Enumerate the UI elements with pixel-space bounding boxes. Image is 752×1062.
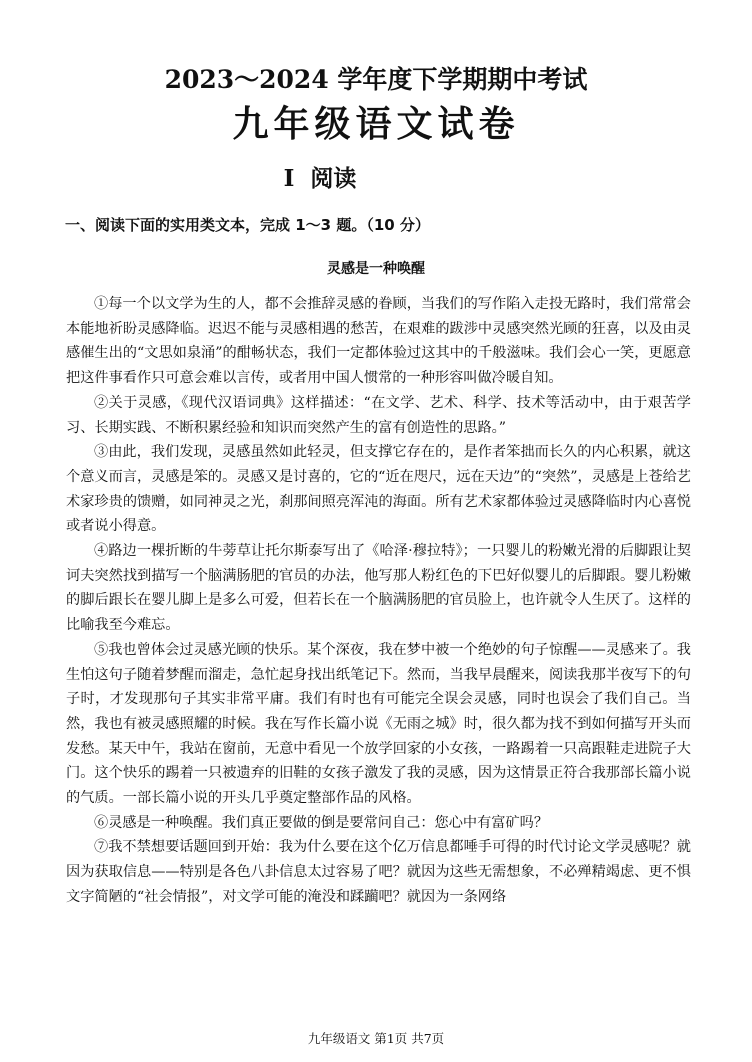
section-name: 阅读 — [310, 165, 357, 192]
question-instruction: 一、阅读下面的实用类文本，完成 1～3 题。（10 分） — [65, 216, 430, 234]
paragraph: ⑤我也曾体会过灵感光顾的快乐。某个深夜，我在梦中被一个绝妙的句子惊醒——灵感来了。我生怕这句子随着梦醒而溜走，急忙起身找出纸笔记下。然而，当我早晨醒来，阅读我那半夜写下的句子时，才发现那句子其实非常平庸。我们有时也有可能完全误会灵感，同时也误会了我们自己。当然，我也有被灵感照耀的时候。我在写作长篇小说《无雨之城》时，很久都为找不到如何描写开头而发愁。某天中午，我站在窗前，无意中看见一个放学回家的小女孩，一路踢着一只高跟鞋走进院子大门。这个快乐的踢着一只被遗弃的旧鞋的女孩子激发了我的灵感，因为这情景正符合我那部长篇小说的气质。一部长篇小说的开头几乎奠定整部作品的风格。 — [66, 641, 691, 807]
exam-title: 2023～2024 学年度下学期期中考试 — [164, 65, 588, 94]
paragraph: ③由此，我们发现，灵感虽然如此轻灵，但支撑它存在的，是作者笨拙而长久的内心积累，就这个意义而言，灵感是笨的。灵感又是讨喜的，它的“近在咫尺，远在天边”的“突然”，灵感是上苍给艺术家珍贵的馈赠，如同神灵之光，刹那间照亮浑沌的海面。所有艺术家都体验过灵感降临时内心喜悦或者说小得意。 — [66, 444, 691, 535]
page-footer: 九年级语文 第1页 共7页 — [307, 1031, 445, 1046]
paragraph: ②关于灵感，《现代汉语词典》这样描述：“在文学、艺术、科学、技术等活动中，由于艰苦学习、长期实践、不断积累经验和知识而突然产生的富有创造性的思路。” — [66, 394, 691, 436]
paragraph: ①每一个以文学为生的人，都不会推辞灵感的眷顾，当我们的写作陷入走投无路时，我们常常会本能地祈盼灵感降临。迟迟不能与灵感相遇的愁苦，在艰难的跋涉中灵感突然光顾的狂喜，以及由灵感催生出的“文思如泉涌”的酣畅状态，我们一定都体验过这其中的千般滋味。我们会心一笑，更愿意把这件事看作只可意会难以言传，或者用中国人惯常的一种形容叫做冷暖自知。 — [66, 296, 691, 387]
paper-title: 九年级语文试卷 — [232, 103, 520, 145]
paragraph: ⑦我不禁想要话题回到开始：我为什么要在这个亿万信息都唾手可得的时代讨论文学灵感呢？就因为获取信息——特别是各色八卦信息太过容易了吧？就因为这些无需想象，不必殚精竭虑、更不惧文字简陋的“社会情报”，对文学可能的淹没和蹂躏吧？就因为一条网络 — [66, 839, 691, 905]
section-heading — [0, 160, 640, 193]
paragraph: ⑥灵感是一种唤醒。我们真正要做的倒是要常问自己：您心中有富矿吗？ — [94, 814, 549, 831]
article-title: 灵感是一种唤醒 — [327, 261, 425, 277]
paragraph: ④路边一棵折断的牛蒡草让托尔斯泰写出了《哈泽·穆拉特》；一只婴儿的粉嫩光滑的后脚跟让契诃夫突然找到描写一个脑满肠肥的官员的办法，他写那人粉红色的下巴好似婴儿的后脚跟。婴儿粉嫩的脚后跟长在婴儿脚上是多么可爱，但若长在一个脑满肠肥的官员脸上，也许就令人生厌了。这样的比喻我至今难忘。 — [66, 543, 691, 634]
section-number: I — [283, 165, 295, 192]
article-body — [66, 292, 691, 910]
